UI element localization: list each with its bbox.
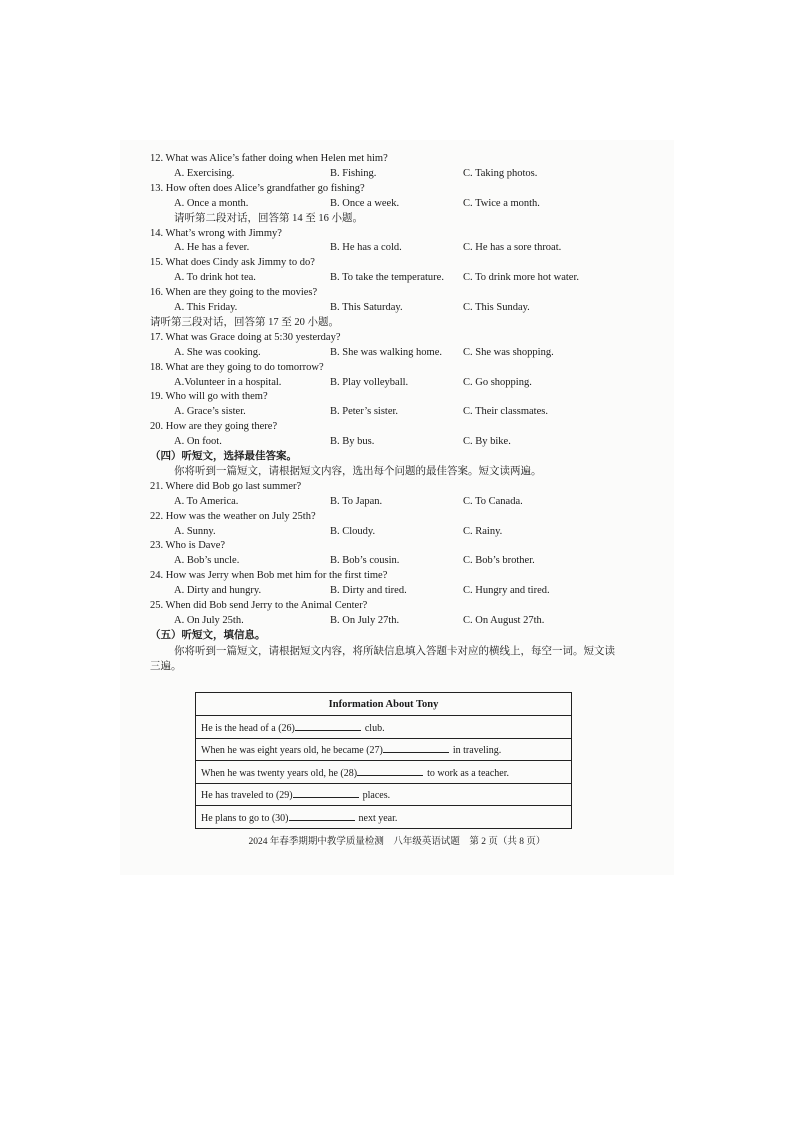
table-row [196, 783, 572, 806]
question-stem: 23. Who is Dave? [150, 540, 226, 552]
option-c[interactable]: C. He has a sore throat. [463, 242, 562, 254]
option-b[interactable]: B. Bob’s cousin. [330, 555, 400, 567]
option-b[interactable]: B. Dirty and tired. [330, 585, 407, 597]
question-group-passage [150, 480, 620, 629]
question-stem: 22. How was the weather on July 25th? [150, 510, 316, 522]
option-row [150, 584, 620, 599]
question-area [150, 152, 620, 674]
option-c[interactable]: C. Their classmates. [463, 406, 548, 418]
section-5-instruction: 你将听到一篇短文，请根据短文内容，将所缺信息填入答题卡对应的横线上，每空一词。短文读三遍。 [150, 645, 615, 672]
option-c[interactable]: C. On August 27th. [463, 614, 545, 626]
question-stem: 17. What was Grace doing at 5:30 yesterday? [150, 331, 341, 343]
section-4-instruction: 你将听到一篇短文，请根据短文内容，选出每个问题的最佳答案。短文读两遍。 [174, 465, 542, 477]
option-a[interactable]: A. She was cooking. [174, 346, 261, 358]
option-c[interactable]: C. Rainy. [463, 525, 503, 537]
option-c[interactable]: C. Twice a month. [463, 197, 540, 209]
row-text-before: He is the head of a (26) [201, 722, 295, 734]
option-c[interactable]: C. To Canada. [463, 495, 523, 507]
instruction-dialogue-3: 请听第三段对话，回答第 17 至 20 小题。 [150, 316, 339, 328]
option-row [150, 376, 620, 391]
option-row [150, 346, 620, 361]
table-row [196, 761, 572, 784]
option-a[interactable]: A. On foot. [174, 436, 222, 448]
info-table [195, 692, 572, 829]
table-cell [196, 783, 572, 806]
page-footer: 2024 年春季期期中教学质量检测 八年级英语试题 第 2 页（共 8 页） [248, 837, 546, 847]
row-text-before: When he was twenty years old, he (28) [201, 767, 358, 779]
option-b[interactable]: B. Peter’s sister. [330, 406, 399, 418]
option-a[interactable]: A. Dirty and hungry. [174, 585, 262, 597]
question-stem: 14. What’s wrong with Jimmy? [150, 227, 282, 239]
option-a[interactable]: A. Grace’s sister. [174, 406, 246, 418]
option-row [150, 301, 620, 316]
table-row [196, 806, 572, 829]
option-row [150, 525, 620, 540]
option-row [150, 241, 620, 256]
row-text-after: club. [364, 722, 385, 734]
option-row [150, 167, 620, 182]
option-row [150, 405, 620, 420]
question-stem: 24. How was Jerry when Bob met him for the first time? [150, 570, 388, 582]
row-text-before: He plans to go to (30) [201, 812, 289, 824]
option-row [150, 495, 620, 510]
question-stem: 25. When did Bob send Jerry to the Animal Center? [150, 599, 368, 611]
option-b[interactable]: B. Cloudy. [330, 525, 376, 537]
table-row [196, 716, 572, 739]
option-a[interactable]: A. Bob’s uncle. [174, 555, 240, 567]
option-c[interactable]: C. This Sunday. [463, 302, 530, 313]
option-c[interactable]: C. Bob’s brother. [463, 555, 535, 567]
option-c[interactable]: C. Taking photos. [463, 167, 538, 179]
row-text-before: When he was eight years old, he became (27) [201, 745, 383, 757]
option-c[interactable]: C. She was shopping. [463, 346, 554, 358]
option-row [150, 435, 620, 450]
answer-blank[interactable] [289, 810, 355, 821]
option-row [150, 271, 620, 286]
option-c[interactable]: C. To drink more hot water. [463, 272, 580, 284]
section-5-heading: （五）听短文，填信息。 [150, 629, 266, 641]
table-cell [196, 761, 572, 784]
row-text-before: He has traveled to (29) [201, 790, 293, 802]
question-stem: 18. What are they going to do tomorrow? [150, 361, 324, 373]
question-group-dialogue-1 [150, 152, 620, 212]
table-row [196, 738, 572, 761]
question-group-dialogue-3 [150, 331, 620, 450]
option-a[interactable]: A. To drink hot tea. [174, 272, 256, 284]
question-stem: 13. How often does Alice’s grandfather go fishing? [150, 182, 365, 194]
option-a[interactable]: A.Volunteer in a hospital. [174, 376, 282, 388]
option-c[interactable]: C. By bike. [463, 436, 511, 448]
option-row [150, 554, 620, 569]
option-a[interactable]: A. Sunny. [174, 525, 216, 537]
option-a[interactable]: A. Once a month. [174, 197, 249, 209]
option-a[interactable]: A. To America. [174, 495, 239, 507]
option-b[interactable]: B. He has a cold. [330, 242, 402, 254]
option-a[interactable]: A. Exercising. [174, 167, 235, 179]
section-4-heading: （四）听短文，选择最佳答案。 [150, 450, 297, 462]
option-b[interactable]: B. To Japan. [330, 495, 383, 507]
option-row [150, 197, 620, 212]
question-stem: 16. When are they going to the movies? [150, 287, 318, 299]
table-cell [196, 716, 572, 739]
table-cell [196, 738, 572, 761]
question-stem: 12. What was Alice’s father doing when Helen met him? [150, 153, 388, 164]
option-b[interactable]: B. Play volleyball. [330, 376, 409, 388]
info-table-title: Information About Tony [196, 693, 572, 716]
option-b[interactable]: B. This Saturday. [330, 302, 403, 313]
option-b[interactable]: B. She was walking home. [330, 346, 442, 358]
answer-blank[interactable] [295, 720, 361, 731]
instruction-dialogue-2: 请听第二段对话，回答第 14 至 16 小题。 [174, 212, 363, 224]
option-c[interactable]: C. Hungry and tired. [463, 585, 550, 597]
option-c[interactable]: C. Go shopping. [463, 376, 532, 388]
option-a[interactable]: A. On July 25th. [174, 614, 244, 626]
row-text-after: to work as a teacher. [427, 767, 509, 779]
option-b[interactable]: B. On July 27th. [330, 614, 400, 626]
option-b[interactable]: B. Once a week. [330, 197, 400, 209]
answer-blank[interactable] [383, 742, 449, 753]
option-b[interactable]: B. Fishing. [330, 167, 377, 179]
question-group-dialogue-2 [150, 227, 620, 316]
option-b[interactable]: B. To take the temperature. [330, 272, 444, 284]
option-a[interactable]: A. He has a fever. [174, 242, 250, 254]
row-text-after: next year. [358, 812, 398, 824]
answer-blank[interactable] [357, 765, 423, 776]
table-cell [196, 806, 572, 829]
option-b[interactable]: B. By bus. [330, 436, 375, 448]
row-text-after: places. [362, 790, 391, 802]
answer-blank[interactable] [293, 787, 359, 798]
question-stem: 20. How are they going there? [150, 421, 278, 433]
row-text-after: in traveling. [452, 745, 502, 757]
option-row [150, 614, 620, 629]
option-a[interactable]: A. This Friday. [174, 302, 238, 313]
question-stem: 21. Where did Bob go last summer? [150, 480, 302, 492]
question-stem: 15. What does Cindy ask Jimmy to do? [150, 257, 315, 269]
question-stem: 19. Who will go with them? [150, 391, 268, 403]
